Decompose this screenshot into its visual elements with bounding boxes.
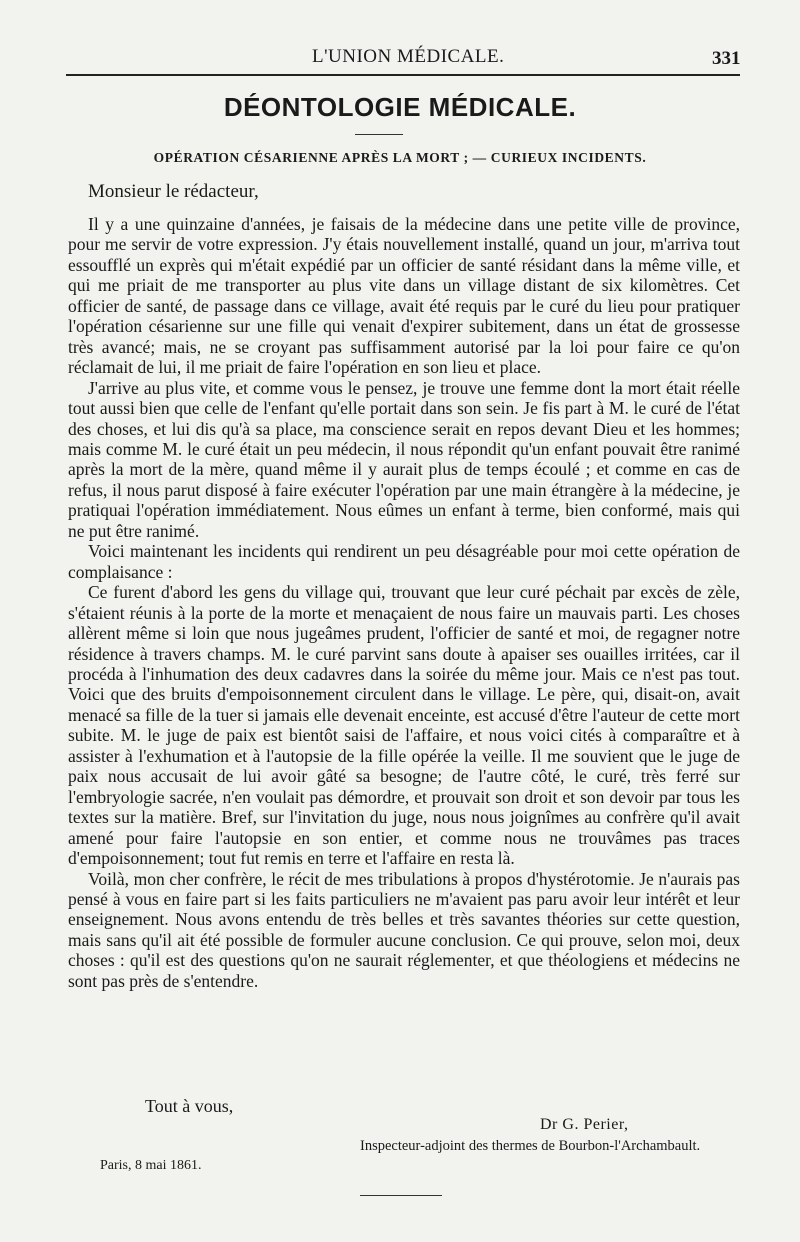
closing: Tout à vous, <box>145 1096 234 1116</box>
paragraph: Voici maintenant les incidents qui rendirent un peu désagréable pour moi cette opération de complaisance : <box>68 541 740 582</box>
section-divider <box>355 134 403 135</box>
dateline: Paris, 8 mai 1861. <box>100 1158 202 1173</box>
paragraph: Voilà, mon cher confrère, le récit de mes tribulations à propos d'hystérotomie. Je n'aurais pas pensé à vous en faire part si les faits particuliers ne m'avaient pas paru avoir leur intérêt et leur enseignement. Nous avons entendu de très belles et très savantes théories sur cette question, mais sans qu'il ait été possible de formuler aucune conclusion. Ce qui prouve, selon moi, deux choses : qu'il est des questions qu'on ne saurait réglementer, et que théologiens et médecins ne sont pas près de s'entendre. <box>68 868 740 991</box>
paragraph: Ce furent d'abord les gens du village qui, trouvant que leur curé péchait par excès de zèle, s'étaient réunis à la porte de la morte et menaçaient de nous faire un mauvais parti. Les choses allèrent même si loin que nous jugeâmes prudent, l'officier de santé et moi, de regagner notre résidence à travers champs. M. le curé parvint sans doute à apaiser ses ouailles irritées, car il procéda à l'inhumation des deux cadavres dans la soirée du même jour. Mais ce n'est pas tout. Voici que des bruits d'empoisonnement circulent dans le village. Le père, qui, disait-on, avait menacé sa fille de la tuer si jamais elle devenait enceinte, est accusé d'être l'auteur de cette mort subite. M. le juge de paix est bientôt saisi de l'affaire, et nous voici cités à comparaître et à assister à l'exhumation et à l'autopsie de la fille opérée la veille. Il me souvient que le juge de paix nous accusait de lui avoir gâté sa besogne; de l'autre côté, le curé, très ferré sur l'embryologie sacrée, n'en voulait pas démordre, et prouvait son droit et son devoir par tous les textes sur la matière. Bref, sur l'invitation du juge, nous nous joignîmes au confrère qu'il avait amené pour faire l'autopsie en son entier, et comme nous ne trouvâmes pas traces d'empoisonnement; tout fut remis en terre et l'affaire en resta là. <box>68 582 740 869</box>
running-head <box>0 44 800 74</box>
paragraph: J'arrive au plus vite, et comme vous le pensez, je trouve une femme dont la mort était réelle tout aussi bien que celle de l'enfant qu'elle portait dans son sein. Je fis part à M. le curé de l'état des choses, et lui dis qu'à sa place, ma conscience serait en repos devant Dieu et les hommes; mais comme M. le curé était un peu médecin, il nous répondit qu'un enfant pouvait être ranimé après la mort de la mère, quand même il y aurait plus de temps écoulé ; et comme en cas de refus, il nous parut disposé à faire exécuter l'opération par une main étrangère à la médecine, je pratiquai l'opération immédiatement. Nous eûmes un enfant à terme, bien conformé, mais qui ne put être ranimé. <box>68 377 740 541</box>
section-title: DÉONTOLOGIE MÉDICALE. <box>223 92 577 122</box>
journal-title: L'UNION MÉDICALE. <box>312 46 505 67</box>
signature: Dr G. Perier, <box>540 1116 629 1133</box>
paragraph: Il y a une quinzaine d'années, je faisais de la médecine dans une petite ville de province, pour me servir de votre expression. J'y étais nouvellement installé, quand un jour, m'arriva tout essoufflé un exprès qui m'était expédié par un officier de santé résidant dans la même ville, et qui me priait de me transporter au plus vite dans un village distant de six kilomètres. Cet officier de santé, de passage dans ce village, avait été requis par le curé du lieu pour pratiquer l'opération césarienne sur une fille qui venait d'expirer subitement, dans un état de grossesse très avancé; mais, ne se croyant pas suffisamment autorisé par la loi pour faire ce qu'on réclamait de lui, il me priait de faire l'opération en son lieu et place. <box>68 214 740 378</box>
salutation: Monsieur le rédacteur, <box>88 181 259 202</box>
footer-rule <box>360 1195 442 1196</box>
header-rule <box>66 74 740 76</box>
author-title: Inspecteur-adjoint des thermes de Bourbon-l'Archambault. <box>360 1138 701 1154</box>
article-body <box>68 214 740 991</box>
page-number: 331 <box>712 48 741 69</box>
article-title: OPÉRATION CÉSARIENNE APRÈS LA MORT ; — CURIEUX INCIDENTS. <box>153 150 647 165</box>
